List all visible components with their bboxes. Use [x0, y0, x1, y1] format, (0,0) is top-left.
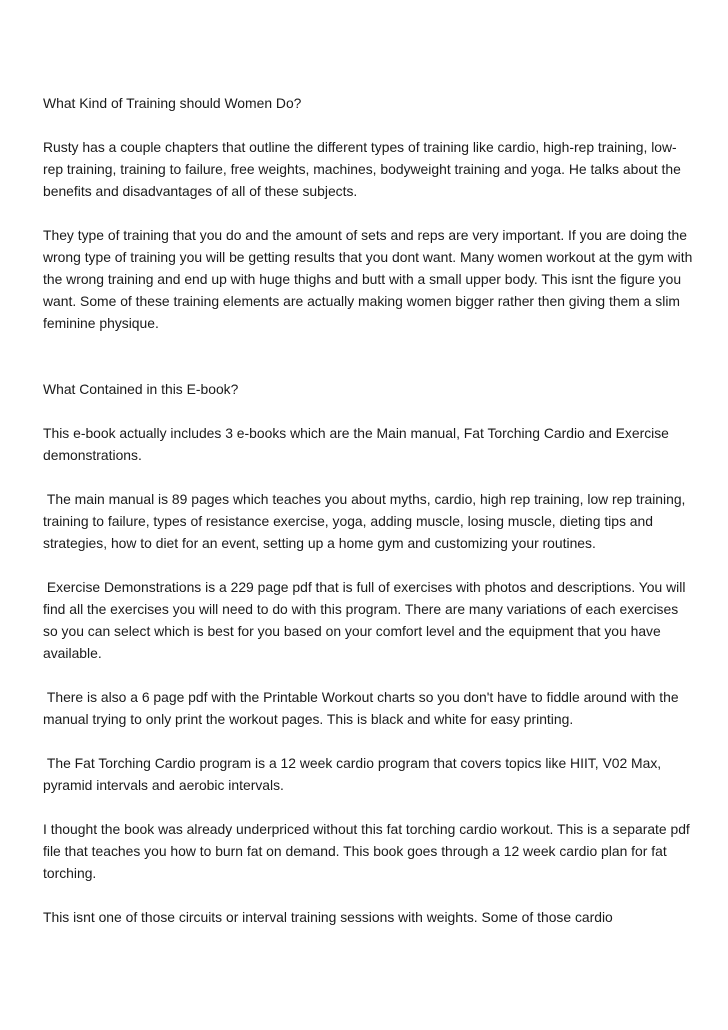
section-heading-training: What Kind of Training should Women Do? [43, 95, 302, 111]
paragraph-training-types: Rusty has a couple chapters that outline the different types of training like cardio, high-rep training, low-rep training, training to failure, free weights, machines, bodyweight training and yoga. He talks about the benefits and disadvantages of all of these subjects. [43, 139, 685, 199]
paragraph-cardio-program: The Fat Torching Cardio program is a 12 week cardio program that covers topics like HIIT, V02 Max, pyramid intervals and aerobic intervals. [43, 755, 665, 793]
paragraph-exercise-demonstrations: Exercise Demonstrations is a 229 page pdf that is full of exercises with photos and descriptions. You will find all the exercises you will need to do with this program. There are many variations of each exercises so you can select which is best for you based on your comfort level and the equipment that you have available. [43, 579, 690, 661]
paragraph-training-importance: They type of training that you do and the amount of sets and reps are very important. If you are doing the wrong type of training you will be getting results that you dont want. Many women workout at the gym with the wrong training and end up with huge thighs and butt with a small upper body. This isnt the figure you want. Some of these training elements are actually making women bigger rather then giving them a slim feminine physique. [43, 227, 697, 331]
paragraph-printable-charts: There is also a 6 page pdf with the Printable Workout charts so you don't have to fiddle around with the manual trying to only print the workout pages. This is black and white for easy printing. [43, 689, 683, 727]
paragraph-main-manual: The main manual is 89 pages which teaches you about myths, cardio, high rep training, low rep training, training to failure, types of resistance exercise, yoga, adding muscle, losing muscle, dieting tips and strategies, how to diet for an event, setting up a home gym and customizing your routines. [43, 491, 690, 551]
section-heading-contents: What Contained in this E-book? [43, 381, 239, 397]
document-page [43, 92, 697, 928]
paragraph-not-circuits: This isnt one of those circuits or interval training sessions with weights. Some of those cardio [43, 909, 613, 925]
paragraph-underpriced: I thought the book was already underpriced without this fat torching cardio workout. This is a separate pdf file that teaches you how to burn fat on demand. This book goes through a 12 week cardio plan for fat torching. [43, 821, 694, 881]
paragraph-ebook-includes: This e-book actually includes 3 e-books which are the Main manual, Fat Torching Cardio and Exercise demonstrations. [43, 425, 673, 463]
